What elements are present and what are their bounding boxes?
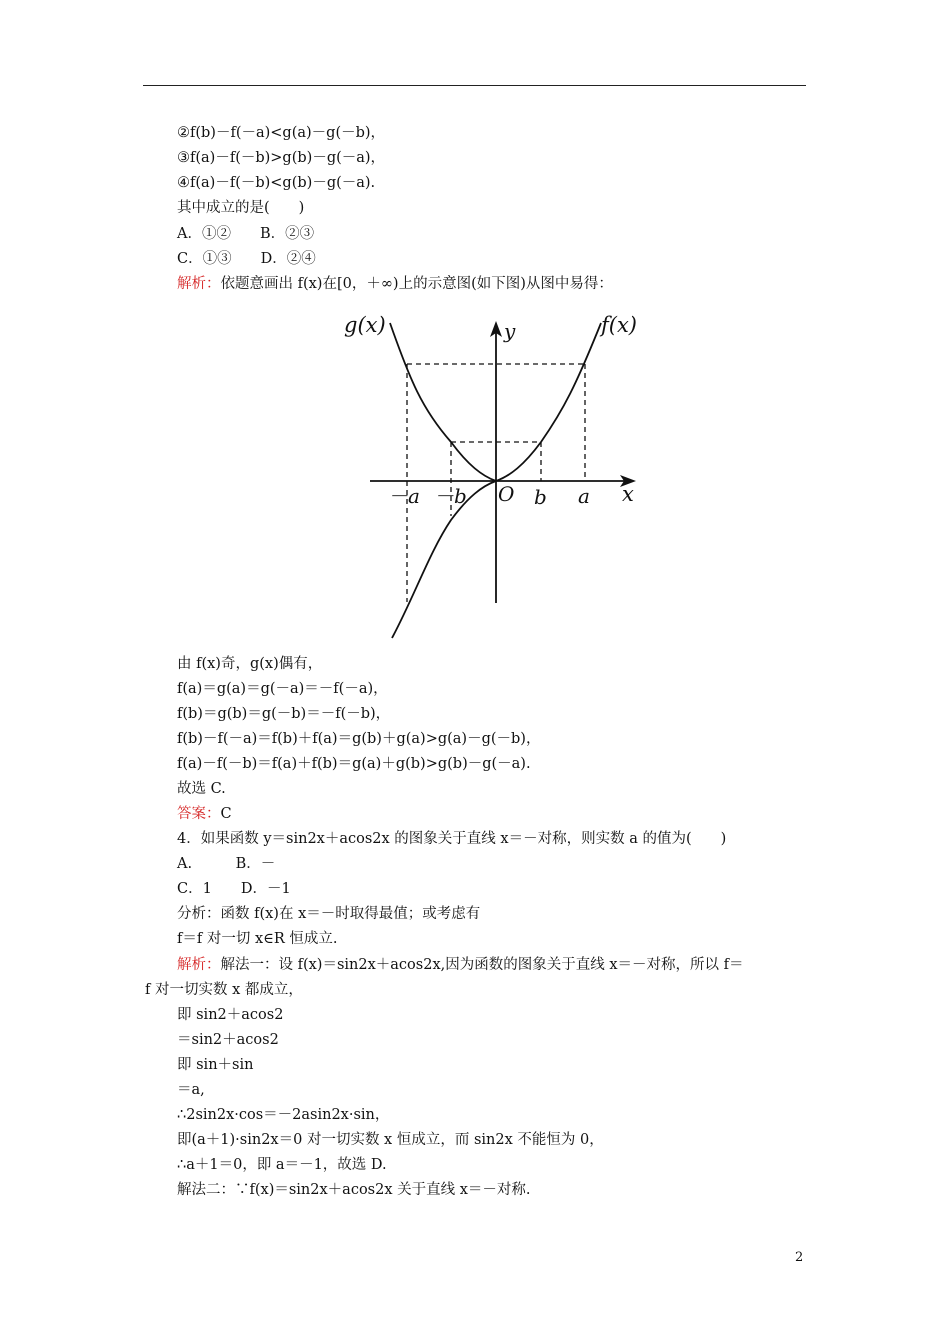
y-label: y — [504, 319, 516, 343]
q4-solution-label: 解析： — [177, 957, 221, 973]
tick-neg-a: －a — [388, 484, 420, 508]
analysis-text: 依题意画出 f(x)在[0，＋∞)上的示意图(如下图)从图中易得： — [220, 276, 613, 292]
option-line-2: ②f(b)－f(－a)<g(a)－g(－b)， — [177, 125, 386, 141]
derivation-line-2: f(a)＝g(a)＝g(－a)＝－f(－a)， — [177, 681, 388, 697]
choices-cd: C．①③ D．②④ — [177, 251, 316, 267]
origin-label: O — [498, 482, 515, 506]
derivation-line-1: 由 f(x)奇，g(x)偶有， — [177, 656, 323, 672]
f-label: f(x) — [601, 313, 638, 337]
q4-analysis: 分析：函数 f(x)在 x＝－时取得最值；或考虑有 — [177, 906, 481, 922]
function-graph — [330, 305, 650, 645]
answer-label: 答案： — [177, 806, 221, 822]
q4-options-ab: A. B．－ — [177, 856, 276, 872]
option-line-4: ④f(a)－f(－b)<g(b)－g(－a). — [177, 175, 376, 191]
q4-step-4: ＝a, — [177, 1082, 205, 1098]
answer-value: C — [220, 806, 232, 822]
q4-step-6: 即(a＋1)·sin2x＝0 对一切实数 x 恒成立，而 sin2x 不能恒为 0， — [177, 1132, 604, 1148]
tick-neg-b: －b — [434, 484, 467, 508]
derivation-line-4: f(b)－f(－a)＝f(b)＋f(a)＝g(b)＋g(a)>g(a)－g(－b)， — [177, 731, 541, 747]
choices-ab: A．①② B．②③ — [177, 226, 315, 242]
q4-step-2: ＝sin2＋acos2 — [177, 1032, 279, 1048]
answer-line — [177, 804, 232, 824]
derivation-line-3: f(b)＝g(b)＝g(－b)＝－f(－b)， — [177, 706, 391, 722]
tick-b: b — [534, 485, 547, 509]
x-label: x — [622, 482, 634, 506]
q4-step-8: 解法二：∵f(x)＝sin2x＋acos2x 关于直线 x＝－对称. — [177, 1182, 531, 1198]
option-line-3: ③f(a)－f(－b)>g(b)－g(－a)， — [177, 150, 386, 166]
q4-solution-cont: f 对一切实数 x 都成立， — [145, 982, 303, 998]
g-curve — [390, 323, 496, 481]
page-number: 2 — [795, 1250, 804, 1265]
q4-question: 4．如果函数 y＝sin2x＋acos2x 的图象关于直线 x＝－对称，则实数 a 的值为( ) — [177, 831, 727, 847]
q4-solution-text: 解法一：设 f(x)＝sin2x＋acos2x,因为函数的图象关于直线 x＝－对称，所以 f＝ — [220, 957, 744, 973]
q4-solution-line — [177, 955, 744, 975]
q4-step-3: 即 sin＋sin — [177, 1057, 254, 1073]
q4-analysis-2: f＝f 对一切 x∈R 恒成立. — [177, 931, 338, 947]
header-rule — [143, 85, 806, 86]
q4-options-cd: C．1 D．－1 — [177, 881, 291, 897]
question-prompt: 其中成立的是( ) — [177, 200, 305, 216]
q4-step-7: ∴a＋1＝0，即 a＝－1，故选 D. — [177, 1157, 387, 1173]
q4-step-5: ∴2sin2x·cos＝－2asin2x·sin， — [177, 1107, 390, 1123]
g-label: g(x) — [344, 313, 386, 337]
derivation-line-5: f(a)－f(－b)＝f(a)＋f(b)＝g(a)＋g(b)>g(b)－g(－a). — [177, 756, 531, 772]
conclusion-line: 故选 C. — [177, 781, 226, 797]
tick-a: a — [578, 484, 590, 508]
analysis-line — [177, 274, 613, 294]
q4-step-1: 即 sin2＋acos2 — [177, 1007, 284, 1023]
analysis-label: 解析： — [177, 276, 221, 292]
